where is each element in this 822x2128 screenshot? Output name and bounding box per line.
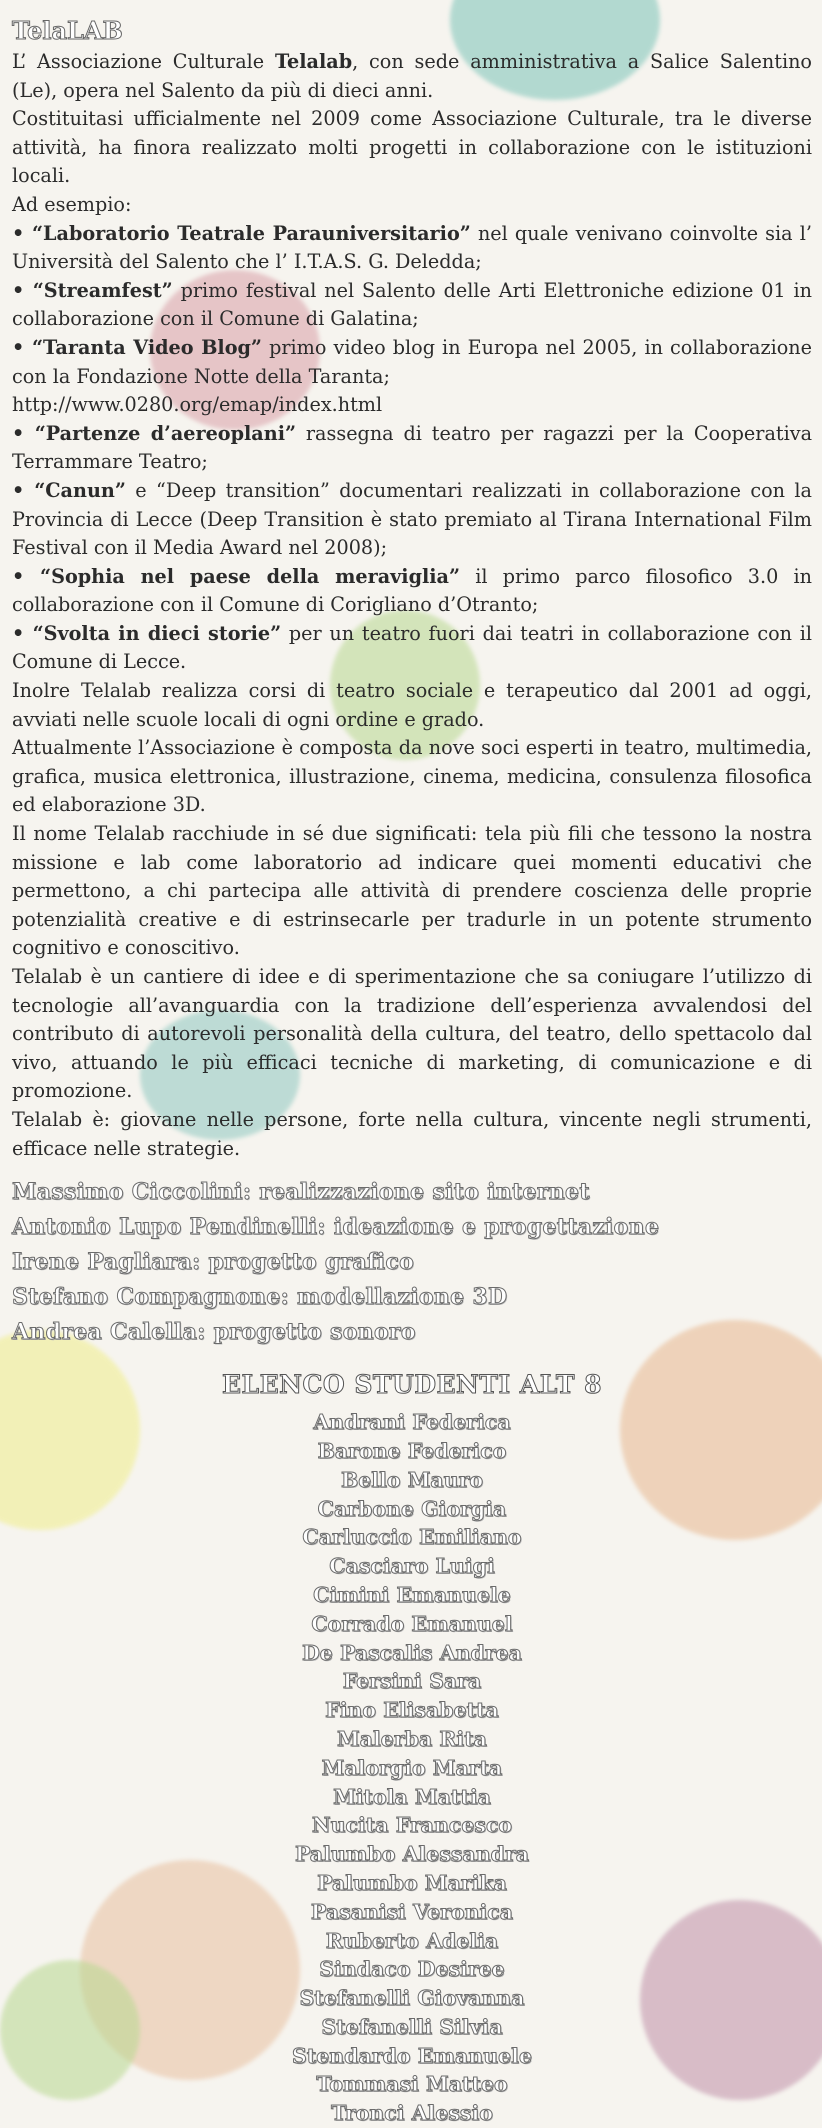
credit-line: Antonio Lupo Pendinelli: ideazione e progettazione xyxy=(12,1214,660,1241)
project-title: “Svolta in dieci storie” xyxy=(32,621,282,645)
project-title: “Taranta Video Blog” xyxy=(31,335,262,359)
student-name: Stefanelli Giovanna xyxy=(299,1986,525,2011)
founding-paragraph: Costituitasi ufficialmente nel 2009 come Associazione Culturale, tra le diverse attività, ha finora realizzato molti progetti in collaborazione con le istituzioni locali. xyxy=(12,107,812,188)
student-name: Ruberto Adelia xyxy=(325,1928,499,1953)
project-item: • “Sophia nel paese della meraviglia” il primo parco filosofico 3.0 in collaborazione con il Comune di Corigliano d’Otranto; xyxy=(12,564,812,617)
project-item: • “Streamfest” primo festival nel Salento delle Arti Elettroniche edizione 01 in collaborazione con il Comune di Galatina; xyxy=(12,278,812,331)
project-item: • “Svolta in dieci storie” per un teatro fuori dai teatri in collaborazione con il Comune di Lecce. xyxy=(12,621,812,674)
student-name: De Pascalis Andrea xyxy=(302,1640,522,1665)
project-item: • “Laboratorio Teatrale Parauniversitario” nel quale venivano coinvolte sia l’ Università del Salento che l’ I.T.A.S. G. Deledda; xyxy=(12,221,812,274)
students-title: ELENCO STUDENTI ALT 8 xyxy=(221,1370,603,1400)
project-title: “Canun” xyxy=(34,478,126,502)
credit-line: Andrea Calella: progetto sonoro xyxy=(12,1319,416,1346)
project-item: • “Taranta Video Blog” primo video blog in Europa nel 2005, in collaborazione con la Fondazione Notte della Taranta; xyxy=(12,335,813,388)
project-item: • “Partenze d’aereoplani” rassegna di teatro per ragazzi per la Cooperativa Terrammare Teatro; xyxy=(12,421,813,474)
student-name: Mitola Mattia xyxy=(333,1784,491,1809)
student-name: Carluccio Emiliano xyxy=(302,1525,522,1550)
intro-paragraph: L’ Associazione Culturale Telalab, con sede amministrativa a Salice Salentino (Le), opera nel Salento da più di dieci anni. xyxy=(12,50,812,102)
projects-list xyxy=(12,220,812,678)
project-item: http://www.0280.org/emap/index.html xyxy=(12,393,383,417)
student-name: Malorgio Marta xyxy=(321,1755,503,1780)
student-name: Bello Mauro xyxy=(340,1467,484,1492)
document-content xyxy=(12,16,812,2128)
student-name: Palumbo Marika xyxy=(317,1870,507,1895)
body-paragraph: Attualmente l’Associazione è composta da nove soci esperti in teatro, multimedia, grafica, musica elettronica, illustrazione, cinema, medicina, consulenza filosofica ed elaborazione 3D. xyxy=(12,736,812,817)
intro-section xyxy=(12,48,812,1163)
student-name: Nucita Francesco xyxy=(311,1813,513,1838)
project-item: • “Canun” e “Deep transition” documentari realizzati in collaborazione con la Provincia di Lecce (Deep Transition è stato premiato al Tirana International Film Festival con il Media Award nel 2008); xyxy=(12,478,812,560)
student-name: Stefanelli Silvia xyxy=(321,2014,503,2039)
student-name: Fino Elisabetta xyxy=(325,1698,499,1723)
body-paragraph: Il nome Telalab racchiude in sé due significati: tela più fili che tessono la nostra missione e lab come laboratorio ad indicare quei momenti educativi che permettono, a chi partecipa alle attività di prendere coscienza delle proprie potenzialità creative e di estrinsecarle per tradurle in un potente strumento cognitivo e conoscitivo. xyxy=(12,822,812,960)
student-name: Malerba Rita xyxy=(337,1726,487,1751)
student-name: Tronci Alessio xyxy=(331,2101,493,2126)
student-name: Pasanisi Veronica xyxy=(310,1899,514,1924)
student-name: Corrado Emanuel xyxy=(311,1611,513,1636)
credit-line: Massimo Ciccolini: realizzazione sito internet xyxy=(12,1179,590,1206)
association-name: Telalab xyxy=(274,50,353,73)
project-title: “Laboratorio Teatrale Parauniversitario” xyxy=(32,221,471,245)
student-name: Barone Federico xyxy=(317,1438,507,1463)
student-name: Andrani Federica xyxy=(313,1410,511,1435)
student-name: Tommasi Matteo xyxy=(316,2072,508,2097)
student-name: Palumbo Alessandra xyxy=(294,1842,530,1867)
student-name: Carbone Giorgia xyxy=(317,1496,507,1521)
student-name: Sindaco Desiree xyxy=(319,1957,505,1982)
student-name: Stendardo Emanuele xyxy=(291,2043,533,2068)
body-paragraph: Telalab è: giovane nelle persone, forte nella cultura, vincente negli strumenti, efficace nelle strategie. xyxy=(12,1107,812,1160)
credit-line: Stefano Compagnone: modellazione 3D xyxy=(12,1284,508,1311)
student-name: Fersini Sara xyxy=(342,1669,482,1694)
credit-line: Irene Pagliara: progetto grafico xyxy=(12,1249,415,1276)
student-name: Casciaro Luigi xyxy=(329,1554,495,1579)
students-list xyxy=(12,1408,812,2128)
page-title: TelaLAB xyxy=(12,16,123,45)
project-title: “Streamfest” xyxy=(32,278,173,302)
body-paragraph: Telalab è un cantiere di idee e di sperimentazione che sa coniugare l’utilizzo di tecnologie all’avanguardia con la tradizione dell’esperienza avvalendosi del contributo di autorevoli personalità della cultura, del teatro, dello spettacolo dal vivo, attuando le più efficaci tecniche di marketing, di comunicazione e di promozione. xyxy=(12,965,812,1103)
project-title: “Partenze d’aereoplani” xyxy=(34,421,297,445)
body-paragraph: Inolre Telalab realizza corsi di teatro sociale e terapeutico dal 2001 ad oggi, avviati nelle scuole locali di ogni ordine e grado. xyxy=(12,679,812,731)
example-heading: Ad esempio: xyxy=(12,192,132,216)
project-title: “Sophia nel paese della meraviglia” xyxy=(40,564,461,588)
credits-list xyxy=(12,1175,812,1350)
description-paragraphs xyxy=(12,677,812,1163)
student-name: Cimini Emanuele xyxy=(313,1582,511,1607)
